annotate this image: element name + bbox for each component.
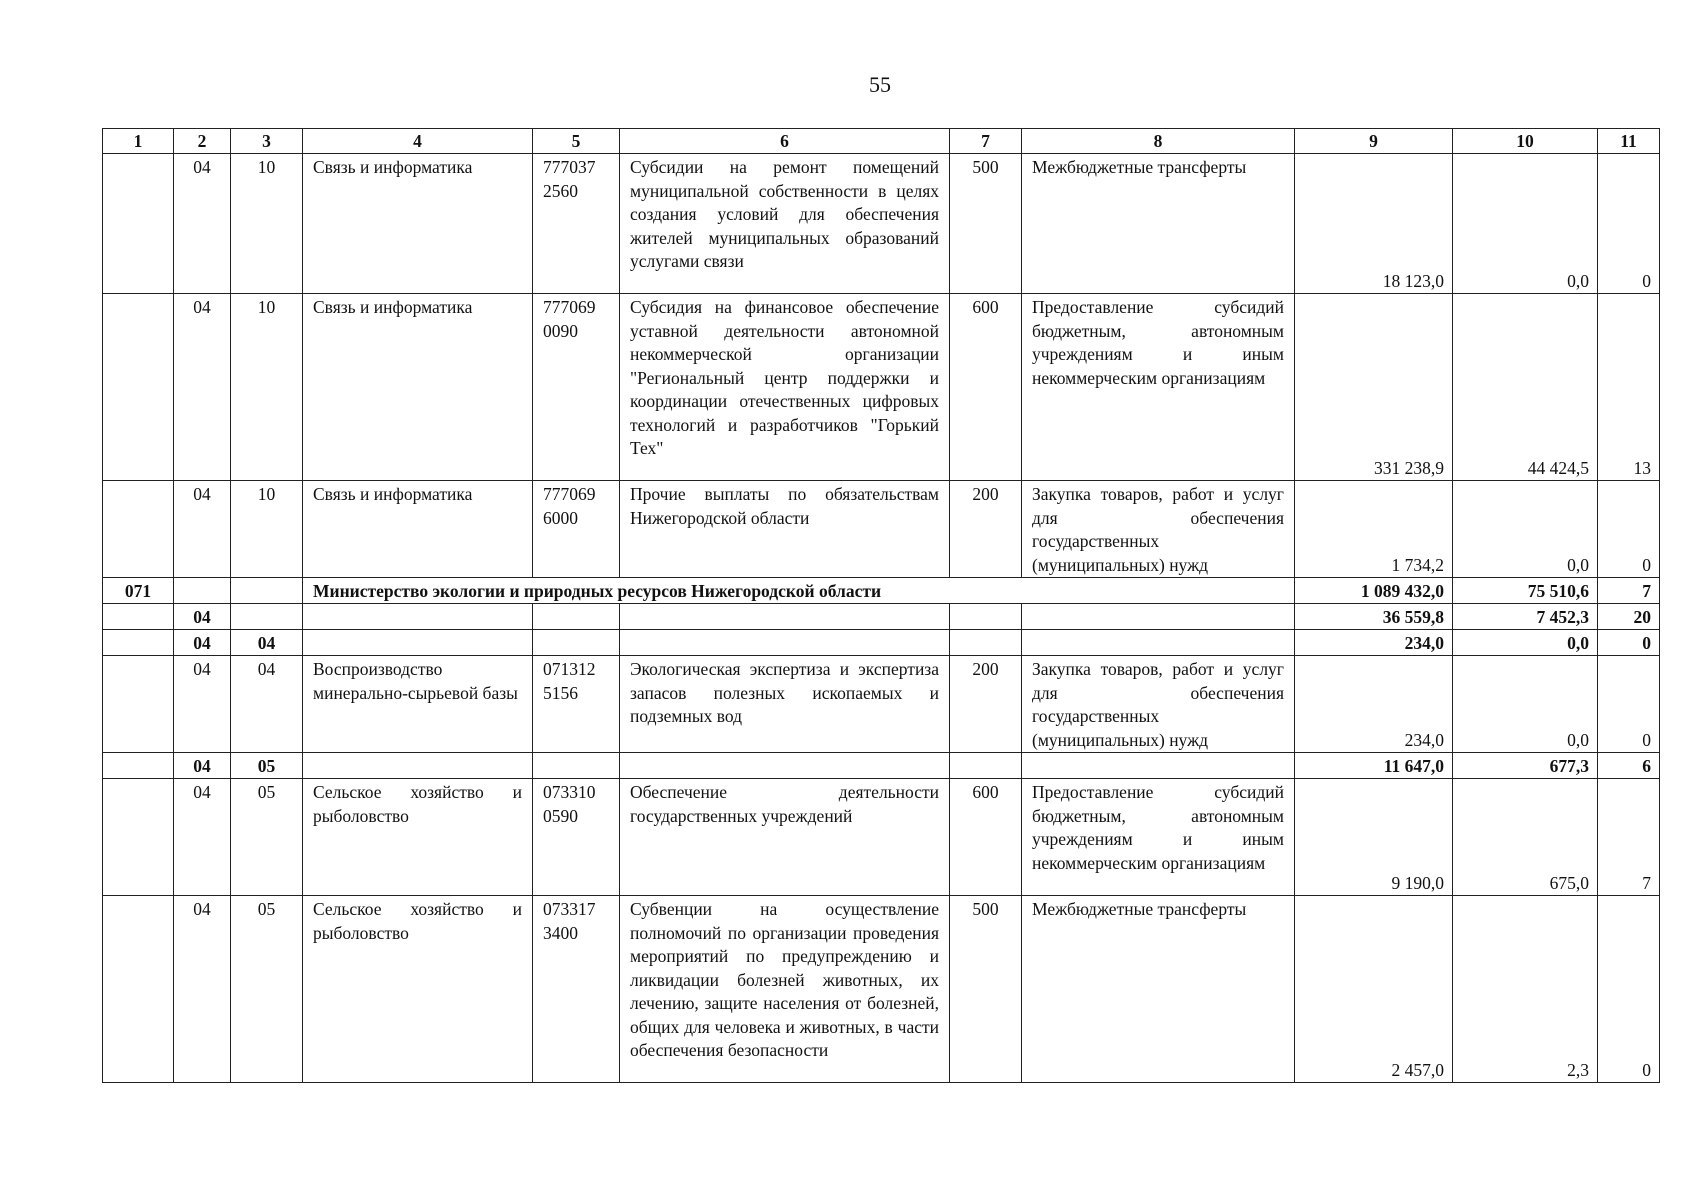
cell-ministry-code	[103, 896, 174, 1083]
cell-section: 04	[174, 630, 231, 656]
cell-section-name	[303, 753, 533, 779]
cell-section-name: Связь и информатика	[303, 481, 533, 578]
column-header: 1	[103, 129, 174, 154]
cell-expense-name: Закупка товаров, работ и услуг для обеспечения государственных (муниципальных) нужд	[1022, 481, 1295, 578]
cell-section-name: Воспроизводство минерально-сырьевой базы	[303, 656, 533, 753]
cell-executed: 0,0	[1453, 154, 1598, 294]
cell-expense-type: 600	[950, 779, 1022, 896]
cell-percent: 13	[1598, 294, 1660, 481]
cell-expense-type	[950, 604, 1022, 630]
cell-ministry-code	[103, 294, 174, 481]
cell-amount: 331 238,9	[1295, 294, 1453, 481]
cell-subsection: 05	[231, 896, 303, 1083]
cell-section: 04	[174, 481, 231, 578]
cell-target-code	[533, 604, 620, 630]
cell-percent: 20	[1598, 604, 1660, 630]
column-header: 6	[620, 129, 950, 154]
cell-target-code: 777037 2560	[533, 154, 620, 294]
column-header: 10	[1453, 129, 1598, 154]
budget-table	[102, 128, 1660, 1083]
cell-subsection: 05	[231, 779, 303, 896]
table-row	[103, 294, 1660, 481]
column-header: 5	[533, 129, 620, 154]
table-row	[103, 481, 1660, 578]
cell-section: 04	[174, 604, 231, 630]
cell-ministry-code	[103, 753, 174, 779]
cell-expense-name	[1022, 753, 1295, 779]
column-header: 2	[174, 129, 231, 154]
subsection-subtotal-row	[103, 753, 1660, 779]
cell-executed: 44 424,5	[1453, 294, 1598, 481]
cell-ministry-code	[103, 154, 174, 294]
cell-description: Прочие выплаты по обязательствам Нижегородской области	[620, 481, 950, 578]
cell-expense-type	[950, 630, 1022, 656]
cell-executed: 677,3	[1453, 753, 1598, 779]
cell-description: Субсидии на ремонт помещений муниципальной собственности в целях создания условий для обеспечения жителей муниципальных образований услугами связи	[620, 154, 950, 294]
cell-expense-type: 500	[950, 896, 1022, 1083]
cell-amount: 1 089 432,0	[1295, 578, 1453, 604]
cell-target-code	[533, 630, 620, 656]
cell-amount: 234,0	[1295, 630, 1453, 656]
cell-expense-name: Межбюджетные трансферты	[1022, 896, 1295, 1083]
ministry-name: Министерство экологии и природных ресурсов Нижегородской области	[303, 578, 1295, 604]
cell-subsection: 10	[231, 154, 303, 294]
column-header: 3	[231, 129, 303, 154]
cell-section: 04	[174, 753, 231, 779]
page-number: 55	[869, 72, 891, 97]
cell-expense-type	[950, 753, 1022, 779]
table-row	[103, 896, 1660, 1083]
cell-expense-type: 600	[950, 294, 1022, 481]
cell-section-name: Сельское хозяйство и рыболовство	[303, 779, 533, 896]
cell-percent: 0	[1598, 896, 1660, 1083]
cell-expense-type: 200	[950, 656, 1022, 753]
cell-percent: 6	[1598, 753, 1660, 779]
cell-percent: 0	[1598, 481, 1660, 578]
cell-executed: 0,0	[1453, 481, 1598, 578]
cell-amount: 2 457,0	[1295, 896, 1453, 1083]
cell-description: Экологическая экспертиза и экспертиза запасов полезных ископаемых и подземных вод	[620, 656, 950, 753]
cell-target-code: 777069 6000	[533, 481, 620, 578]
column-header: 11	[1598, 129, 1660, 154]
column-header: 7	[950, 129, 1022, 154]
cell-executed: 0,0	[1453, 630, 1598, 656]
cell-section: 04	[174, 896, 231, 1083]
cell-description: Обеспечение деятельности государственных учреждений	[620, 779, 950, 896]
ministry-row	[103, 578, 1660, 604]
cell-executed: 0,0	[1453, 656, 1598, 753]
cell-description	[620, 753, 950, 779]
cell-section: 04	[174, 779, 231, 896]
cell-percent: 0	[1598, 630, 1660, 656]
cell-subsection: 04	[231, 656, 303, 753]
table-row	[103, 656, 1660, 753]
cell-expense-name: Закупка товаров, работ и услуг для обеспечения государственных (муниципальных) нужд	[1022, 656, 1295, 753]
cell-target-code: 073310 0590	[533, 779, 620, 896]
table-row	[103, 779, 1660, 896]
cell-amount: 234,0	[1295, 656, 1453, 753]
column-header: 4	[303, 129, 533, 154]
cell-section-name: Связь и информатика	[303, 294, 533, 481]
cell-section-name: Связь и информатика	[303, 154, 533, 294]
cell-ministry-code	[103, 604, 174, 630]
cell-ministry-code	[103, 481, 174, 578]
cell-section: 04	[174, 154, 231, 294]
cell-description: Субсидия на финансовое обеспечение уставной деятельности автономной некоммерческой организации "Региональный центр поддержки и координации отечественных цифровых технологий и разработчиков "Горький Тех"	[620, 294, 950, 481]
cell-target-code: 071312 5156	[533, 656, 620, 753]
cell-subsection: 05	[231, 753, 303, 779]
cell-ministry-code	[103, 779, 174, 896]
cell-ministry-code	[103, 630, 174, 656]
cell-executed: 2,3	[1453, 896, 1598, 1083]
cell-target-code	[533, 753, 620, 779]
cell-percent: 0	[1598, 154, 1660, 294]
cell-ministry-code: 071	[103, 578, 174, 604]
cell-section-name	[303, 630, 533, 656]
column-header-row	[103, 129, 1660, 154]
cell-executed: 75 510,6	[1453, 578, 1598, 604]
cell-expense-type: 500	[950, 154, 1022, 294]
cell-subsection	[231, 604, 303, 630]
cell-target-code: 777069 0090	[533, 294, 620, 481]
cell-description	[620, 604, 950, 630]
table-row	[103, 154, 1660, 294]
cell-expense-name: Предоставление субсидий бюджетным, автономным учреждениям и иным некоммерческим организациям	[1022, 294, 1295, 481]
cell-expense-name	[1022, 630, 1295, 656]
cell-amount: 1 734,2	[1295, 481, 1453, 578]
cell-subsection: 10	[231, 481, 303, 578]
cell-expense-type: 200	[950, 481, 1022, 578]
cell-expense-name	[1022, 604, 1295, 630]
cell-section: 04	[174, 656, 231, 753]
column-header: 9	[1295, 129, 1453, 154]
cell-description: Субвенции на осуществление полномочий по организации проведения мероприятий по предупреждению и ликвидации болезней животных, их лечению, защите населения от болезней, общих для человека и животных, в части обеспечения безопасности	[620, 896, 950, 1083]
cell-ministry-code	[103, 656, 174, 753]
cell-amount: 36 559,8	[1295, 604, 1453, 630]
cell-subsection: 10	[231, 294, 303, 481]
cell-percent: 7	[1598, 779, 1660, 896]
cell-percent: 0	[1598, 656, 1660, 753]
cell-subsection: 04	[231, 630, 303, 656]
cell-subsection	[231, 578, 303, 604]
cell-section	[174, 578, 231, 604]
section-subtotal-row	[103, 604, 1660, 630]
cell-expense-name: Предоставление субсидий бюджетным, автономным учреждениям и иным некоммерческим организациям	[1022, 779, 1295, 896]
cell-percent: 7	[1598, 578, 1660, 604]
cell-amount: 11 647,0	[1295, 753, 1453, 779]
cell-executed: 675,0	[1453, 779, 1598, 896]
subsection-subtotal-row	[103, 630, 1660, 656]
cell-section-name: Сельское хозяйство и рыболовство	[303, 896, 533, 1083]
cell-description	[620, 630, 950, 656]
cell-section-name	[303, 604, 533, 630]
cell-section: 04	[174, 294, 231, 481]
cell-target-code: 073317 3400	[533, 896, 620, 1083]
cell-amount: 18 123,0	[1295, 154, 1453, 294]
column-header: 8	[1022, 129, 1295, 154]
cell-expense-name: Межбюджетные трансферты	[1022, 154, 1295, 294]
cell-executed: 7 452,3	[1453, 604, 1598, 630]
cell-amount: 9 190,0	[1295, 779, 1453, 896]
